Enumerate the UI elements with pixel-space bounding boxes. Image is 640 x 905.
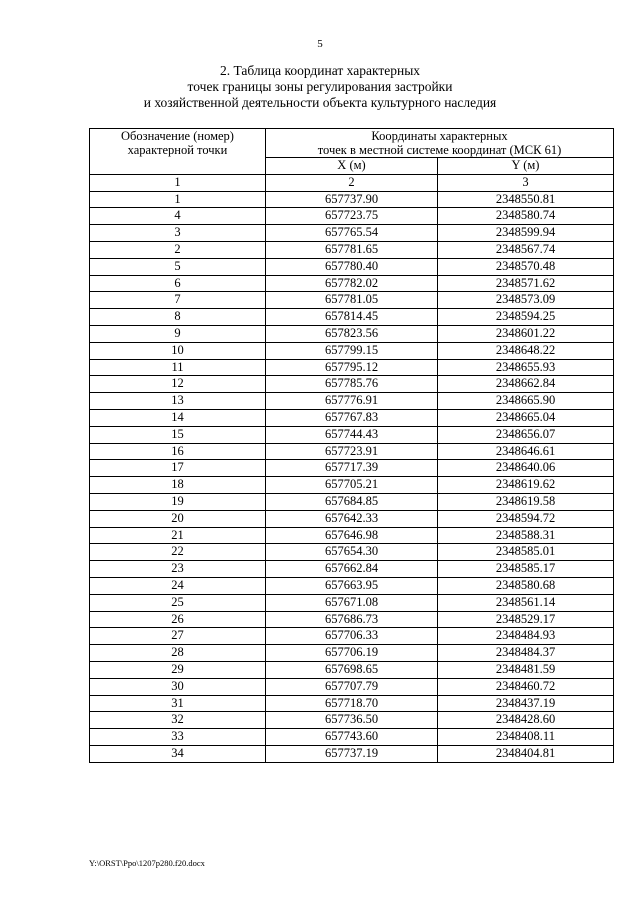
table-row xyxy=(90,208,614,225)
table-row xyxy=(90,359,614,376)
x-coordinate-cell: 657723.75 xyxy=(266,208,438,225)
x-coordinate-cell: 657646.98 xyxy=(266,527,438,544)
point-number-cell: 6 xyxy=(90,275,266,292)
x-coordinate-cell: 657671.08 xyxy=(266,594,438,611)
y-coordinate-cell: 2348594.72 xyxy=(438,510,614,527)
file-path-footer: Y:\ORST\Ppo\1207p280.f20.docx xyxy=(89,858,205,868)
x-coordinate-cell: 657705.21 xyxy=(266,477,438,494)
table-row xyxy=(90,577,614,594)
x-coordinate-cell: 657706.33 xyxy=(266,628,438,645)
y-coordinate-cell: 2348550.81 xyxy=(438,191,614,208)
point-number-cell: 2 xyxy=(90,241,266,258)
table-row xyxy=(90,678,614,695)
table-row xyxy=(90,426,614,443)
y-coordinate-cell: 2348585.17 xyxy=(438,561,614,578)
y-coordinate-cell: 2348640.06 xyxy=(438,460,614,477)
point-number-cell: 31 xyxy=(90,695,266,712)
table-row xyxy=(90,611,614,628)
y-coordinate-cell: 2348585.01 xyxy=(438,544,614,561)
point-number-cell: 34 xyxy=(90,745,266,762)
y-coordinate-cell: 2348408.11 xyxy=(438,729,614,746)
x-coordinate-cell: 657706.19 xyxy=(266,645,438,662)
table-row xyxy=(90,628,614,645)
x-coordinate-cell: 657698.65 xyxy=(266,661,438,678)
y-coordinate-cell: 2348646.61 xyxy=(438,443,614,460)
point-number-cell: 8 xyxy=(90,309,266,326)
point-number-cell: 24 xyxy=(90,577,266,594)
point-number-cell: 28 xyxy=(90,645,266,662)
title-line-1: 2. Таблица координат характерных xyxy=(219,63,421,78)
table-row xyxy=(90,409,614,426)
point-number-cell: 26 xyxy=(90,611,266,628)
y-coordinate-cell: 2348648.22 xyxy=(438,342,614,359)
point-number-cell: 19 xyxy=(90,493,266,510)
point-number-cell: 10 xyxy=(90,342,266,359)
y-coordinate-cell: 2348656.07 xyxy=(438,426,614,443)
y-coordinate-cell: 2348404.81 xyxy=(438,745,614,762)
title-line-2: точек границы зоны регулирования застройки xyxy=(187,79,453,94)
y-coordinate-cell: 2348655.93 xyxy=(438,359,614,376)
y-coordinate-cell: 2348580.74 xyxy=(438,208,614,225)
x-coordinate-cell: 657781.05 xyxy=(266,292,438,309)
point-number-cell: 5 xyxy=(90,258,266,275)
header-point-line-2: характерной точки xyxy=(127,143,228,157)
header-point-line-1: Обозначение (номер) xyxy=(121,129,234,143)
coordinates-table xyxy=(89,128,614,763)
header-coordinates-line-1: Координаты характерных xyxy=(371,129,508,143)
x-coordinate-cell: 657776.91 xyxy=(266,393,438,410)
table-row xyxy=(90,729,614,746)
point-number-cell: 16 xyxy=(90,443,266,460)
y-coordinate-cell: 2348428.60 xyxy=(438,712,614,729)
y-coordinate-cell: 2348619.58 xyxy=(438,493,614,510)
x-coordinate-cell: 657736.50 xyxy=(266,712,438,729)
point-number-cell: 18 xyxy=(90,477,266,494)
x-coordinate-cell: 657707.79 xyxy=(266,678,438,695)
table-row xyxy=(90,460,614,477)
y-coordinate-cell: 2348570.48 xyxy=(438,258,614,275)
x-coordinate-cell: 657654.30 xyxy=(266,544,438,561)
y-coordinate-cell: 2348665.04 xyxy=(438,409,614,426)
table-row xyxy=(90,191,614,208)
table-row xyxy=(90,325,614,342)
x-coordinate-cell: 657662.84 xyxy=(266,561,438,578)
point-number-cell: 20 xyxy=(90,510,266,527)
x-coordinate-cell: 657780.40 xyxy=(266,258,438,275)
table-row xyxy=(90,527,614,544)
x-coordinate-cell: 657814.45 xyxy=(266,309,438,326)
numbering-col-2: 2 xyxy=(266,174,438,191)
x-coordinate-cell: 657642.33 xyxy=(266,510,438,527)
table-row xyxy=(90,493,614,510)
point-number-cell: 11 xyxy=(90,359,266,376)
y-coordinate-cell: 2348567.74 xyxy=(438,241,614,258)
x-coordinate-cell: 657737.19 xyxy=(266,745,438,762)
header-x: X (м) xyxy=(266,158,438,175)
table-row xyxy=(90,477,614,494)
document-title xyxy=(0,63,640,111)
table-row xyxy=(90,510,614,527)
x-coordinate-cell: 657744.43 xyxy=(266,426,438,443)
header-point-designation xyxy=(90,129,266,175)
x-coordinate-cell: 657684.85 xyxy=(266,493,438,510)
point-number-cell: 30 xyxy=(90,678,266,695)
table-row xyxy=(90,309,614,326)
point-number-cell: 29 xyxy=(90,661,266,678)
y-coordinate-cell: 2348588.31 xyxy=(438,527,614,544)
x-coordinate-cell: 657782.02 xyxy=(266,275,438,292)
x-coordinate-cell: 657785.76 xyxy=(266,376,438,393)
table-row xyxy=(90,292,614,309)
point-number-cell: 27 xyxy=(90,628,266,645)
point-number-cell: 1 xyxy=(90,191,266,208)
title-line-3: и хозяйственной деятельности объекта культурного наследия xyxy=(143,95,497,110)
table-row xyxy=(90,661,614,678)
x-coordinate-cell: 657663.95 xyxy=(266,577,438,594)
point-number-cell: 14 xyxy=(90,409,266,426)
point-number-cell: 3 xyxy=(90,225,266,242)
x-coordinate-cell: 657767.83 xyxy=(266,409,438,426)
header-y: Y (м) xyxy=(438,158,614,175)
table-body xyxy=(90,191,614,762)
x-coordinate-cell: 657799.15 xyxy=(266,342,438,359)
y-coordinate-cell: 2348665.90 xyxy=(438,393,614,410)
table-row xyxy=(90,342,614,359)
page-number: 5 xyxy=(317,38,323,50)
table-row xyxy=(90,443,614,460)
y-coordinate-cell: 2348561.14 xyxy=(438,594,614,611)
x-coordinate-cell: 657717.39 xyxy=(266,460,438,477)
point-number-cell: 23 xyxy=(90,561,266,578)
x-coordinate-cell: 657718.70 xyxy=(266,695,438,712)
y-coordinate-cell: 2348484.93 xyxy=(438,628,614,645)
x-coordinate-cell: 657686.73 xyxy=(266,611,438,628)
point-number-cell: 15 xyxy=(90,426,266,443)
table-row xyxy=(90,712,614,729)
y-coordinate-cell: 2348619.62 xyxy=(438,477,614,494)
table-row xyxy=(90,695,614,712)
x-coordinate-cell: 657795.12 xyxy=(266,359,438,376)
x-coordinate-cell: 657743.60 xyxy=(266,729,438,746)
y-coordinate-cell: 2348437.19 xyxy=(438,695,614,712)
y-coordinate-cell: 2348481.59 xyxy=(438,661,614,678)
point-number-cell: 32 xyxy=(90,712,266,729)
y-coordinate-cell: 2348460.72 xyxy=(438,678,614,695)
numbering-col-3: 3 xyxy=(438,174,614,191)
table-row xyxy=(90,376,614,393)
point-number-cell: 25 xyxy=(90,594,266,611)
table-row xyxy=(90,594,614,611)
point-number-cell: 9 xyxy=(90,325,266,342)
y-coordinate-cell: 2348594.25 xyxy=(438,309,614,326)
point-number-cell: 22 xyxy=(90,544,266,561)
table-row xyxy=(90,561,614,578)
y-coordinate-cell: 2348599.94 xyxy=(438,225,614,242)
y-coordinate-cell: 2348529.17 xyxy=(438,611,614,628)
y-coordinate-cell: 2348484.37 xyxy=(438,645,614,662)
table-row xyxy=(90,225,614,242)
y-coordinate-cell: 2348571.62 xyxy=(438,275,614,292)
y-coordinate-cell: 2348573.09 xyxy=(438,292,614,309)
x-coordinate-cell: 657823.56 xyxy=(266,325,438,342)
point-number-cell: 4 xyxy=(90,208,266,225)
point-number-cell: 21 xyxy=(90,527,266,544)
x-coordinate-cell: 657765.54 xyxy=(266,225,438,242)
point-number-cell: 7 xyxy=(90,292,266,309)
y-coordinate-cell: 2348580.68 xyxy=(438,577,614,594)
table-row xyxy=(90,544,614,561)
table-row xyxy=(90,745,614,762)
point-number-cell: 12 xyxy=(90,376,266,393)
y-coordinate-cell: 2348662.84 xyxy=(438,376,614,393)
point-number-cell: 33 xyxy=(90,729,266,746)
table-row xyxy=(90,241,614,258)
point-number-cell: 17 xyxy=(90,460,266,477)
header-coordinates xyxy=(266,129,614,158)
table-row xyxy=(90,393,614,410)
header-coordinates-line-2: точек в местной системе координат (МСК 61) xyxy=(317,143,562,157)
y-coordinate-cell: 2348601.22 xyxy=(438,325,614,342)
x-coordinate-cell: 657781.65 xyxy=(266,241,438,258)
table-row xyxy=(90,258,614,275)
numbering-col-1: 1 xyxy=(90,174,266,191)
x-coordinate-cell: 657737.90 xyxy=(266,191,438,208)
table-row xyxy=(90,275,614,292)
table-row xyxy=(90,645,614,662)
x-coordinate-cell: 657723.91 xyxy=(266,443,438,460)
point-number-cell: 13 xyxy=(90,393,266,410)
